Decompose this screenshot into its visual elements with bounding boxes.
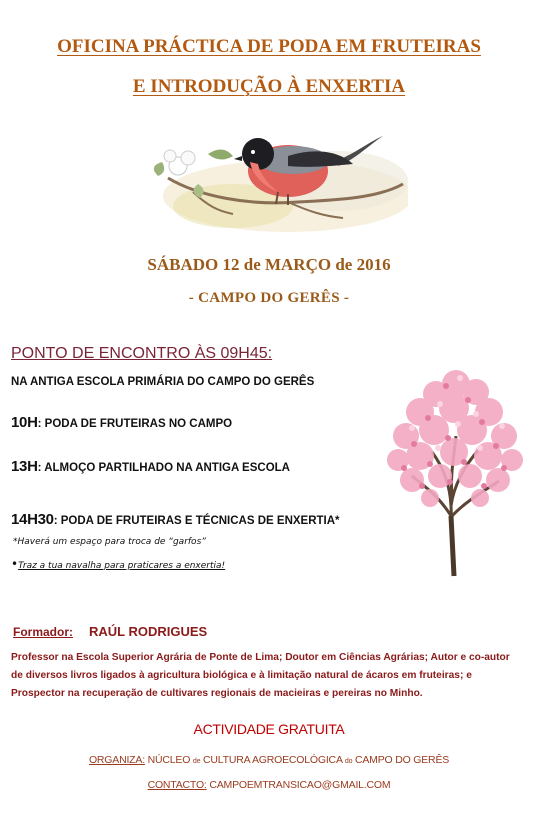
program-time: 10H [11, 414, 38, 431]
organizer-label: ORGANIZA: [88, 754, 145, 766]
bullet: • [11, 557, 19, 571]
blossom-tree-illustration [384, 356, 526, 578]
meeting-time-label: PONTO DE ENCONTRO ÀS 09H45: [11, 345, 273, 362]
event-date: SÁBADO 12 de MARÇO de 2016 [147, 255, 391, 274]
title-line-2: E INTRODUÇÃO À ENXERTIA [132, 76, 406, 97]
program-text: : PODA DE FRUTEIRAS E TÉCNICAS DE ENXERTIA* [53, 515, 340, 527]
event-place: - CAMPO DO GERÊS - [188, 290, 350, 306]
program-item-14h30 [11, 511, 340, 528]
organizer-part: NÚCLEO [144, 754, 193, 766]
program-text: : ALMOÇO PARTILHADO NA ANTIGA ESCOLA [37, 462, 290, 474]
program-text: : PODA DE FRUTEIRAS NO CAMPO [37, 418, 233, 430]
program-item-13h [11, 458, 290, 475]
contact-email[interactable]: CAMPOEMTRANSICAO@GMAIL.COM [206, 779, 391, 791]
contact-label: CONTACTO: [147, 779, 207, 791]
note-bring-knife-text: Traz a tua navalha para praticares a enxertia! [18, 561, 226, 571]
note-bring-knife [11, 557, 225, 571]
trainer-name: RAÚL RODRIGUES [89, 624, 208, 639]
title-line-1: OFICINA PRÁCTICA DE PODA EM FRUTEIRAS [57, 36, 481, 57]
contact-line [0, 779, 538, 791]
program-time: 13H [11, 458, 38, 475]
program-time: 14H30 [11, 511, 54, 528]
organizer-part: do [344, 758, 353, 765]
meeting-place: NA ANTIGA ESCOLA PRIMÁRIA DO CAMPO DO GERÊS [11, 376, 315, 388]
organizer-part: CULTURA AGROECOLÓGICA [200, 754, 345, 766]
trainer-label: Formador: [13, 625, 73, 639]
organizer-part: CAMPO DO GERÊS [352, 754, 450, 766]
organizer-part: de [192, 758, 201, 765]
free-activity-label: ACTIVIDADE GRATUITA [193, 721, 345, 737]
organizer-line [0, 754, 538, 766]
trainer-bio: Professor na Escola Superior Agrária de Ponte de Lima; Doutor em Ciências Agrárias; Autor e co-autor de diversos livros ligados à agricultura biológica e à limitação natural de ácaros em fruteiras; e Prospector na recuperação de cultivares regionais de macieiras e pereiras no Minho. [11, 652, 510, 699]
bullfinch-on-branch-illustration [138, 126, 408, 236]
note-graft-exchange: *Haverá um espaço para troca de “garfos” [13, 537, 206, 547]
program-item-10h [11, 414, 232, 431]
